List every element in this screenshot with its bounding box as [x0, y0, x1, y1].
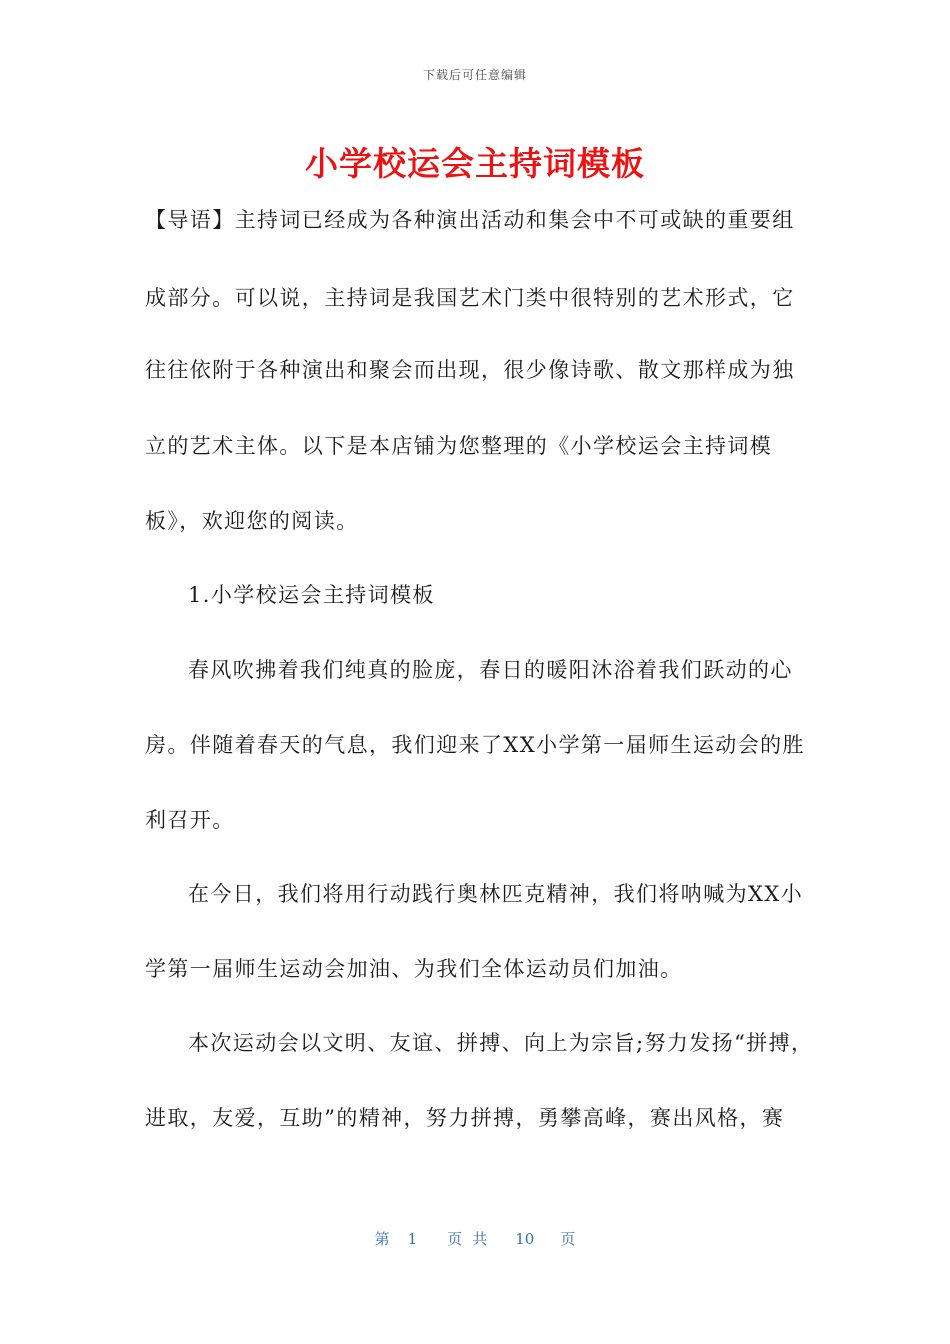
paragraph-line: 【导语】主持词已经成为各种演出活动和集会中不可或缺的重要组 — [145, 208, 795, 232]
page-footer — [0, 1228, 950, 1249]
paragraph-line: 房。伴随着春天的气息，我们迎来了XX小学第一届师生运动会的胜 — [145, 733, 805, 757]
paragraph-line: 春风吹拂着我们纯真的脸庞，春日的暖阳沐浴着我们跃动的心 — [188, 658, 793, 682]
paragraph-line: 在今日，我们将用行动践行奥林匹克精神，我们将呐喊为XX小 — [188, 882, 804, 906]
paragraph-line: 立的艺术主体。以下是本店铺为您整理的《小学校运会主持词模 — [145, 434, 773, 458]
footer-page-number: 1 — [407, 1230, 418, 1248]
paragraph-line: 进取，友爱，互助”的精神，努力拼搏，勇攀高峰，赛出风格，赛 — [145, 1106, 785, 1130]
paragraph-line: 利召开。 — [145, 808, 235, 832]
footer-total-pages: 10 — [515, 1230, 535, 1248]
paragraph-line: 本次运动会以文明、友谊、拼搏、向上为宗旨;努力发扬“拼搏， — [188, 1031, 814, 1055]
footer-page-middle: 页共 — [447, 1230, 498, 1248]
paragraph-line: 往往依附于各种演出和聚会而出现，很少像诗歌、散文那样成为独 — [145, 358, 795, 382]
paragraph-line: 成部分。可以说，主持词是我国艺术门类中很特别的艺术形式，它 — [145, 286, 795, 310]
header-note: 下载后可任意编辑 — [422, 68, 527, 82]
footer-page-suffix: 页 — [560, 1230, 576, 1248]
section-heading: 1.小学校运会主持词模板 — [188, 583, 435, 607]
footer-page-prefix: 第 — [374, 1230, 390, 1248]
document-title: 小学校运会主持词模板 — [305, 144, 645, 183]
paragraph-line: 学第一届师生运动会加油、为我们全体运动员们加油。 — [145, 957, 683, 981]
paragraph-line: 板》，欢迎您的阅读。 — [145, 509, 359, 533]
